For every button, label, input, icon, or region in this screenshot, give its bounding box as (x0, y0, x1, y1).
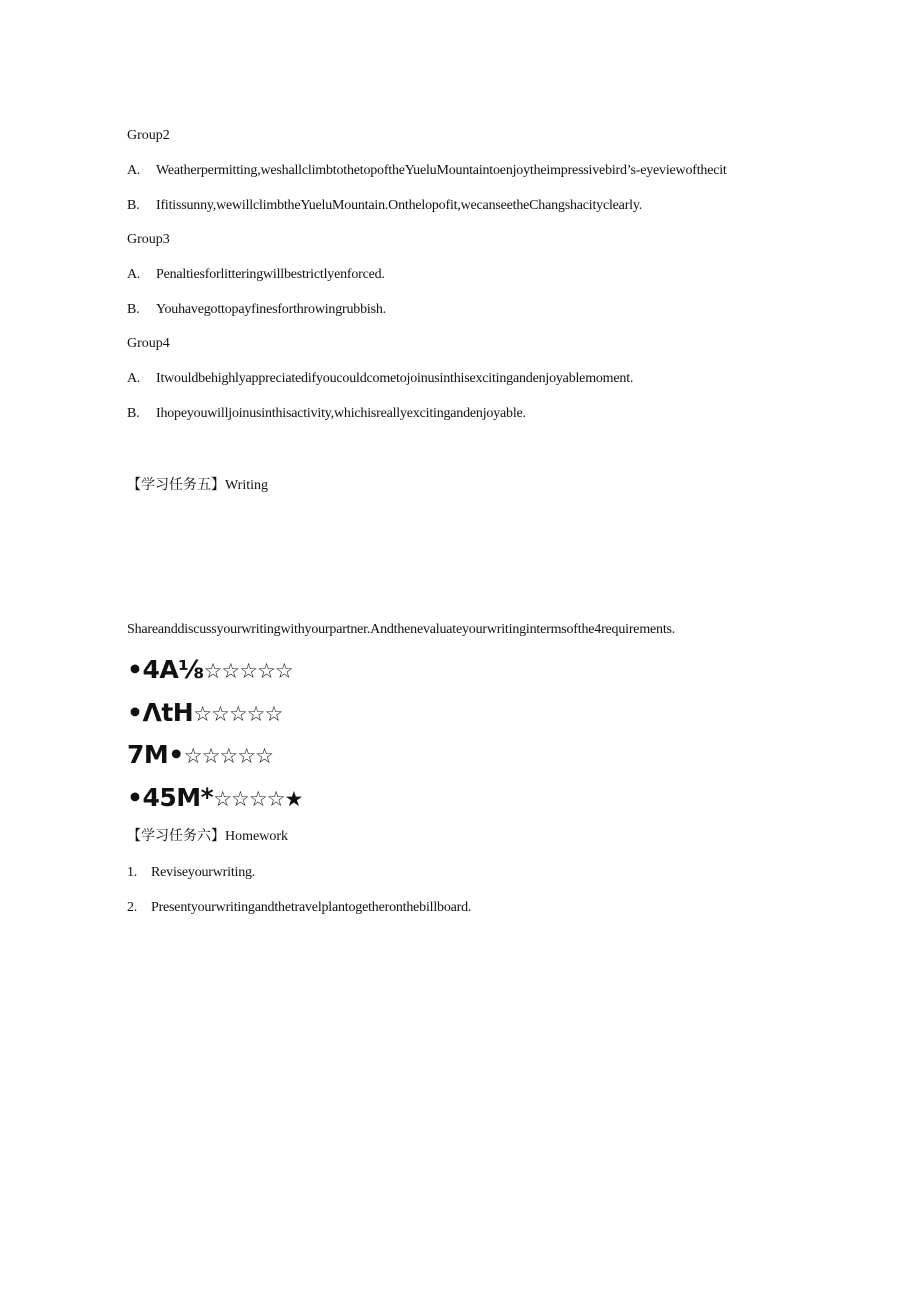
group-title: Group3 (127, 232, 170, 247)
task5-heading: 【学习任务五】Writing (127, 478, 268, 493)
star-rating-icon: ☆☆☆☆☆ (203, 659, 293, 683)
option-item (127, 370, 633, 388)
option-item (127, 405, 526, 423)
homework-text: Reviseyourwriting. (151, 865, 256, 880)
rating-row (127, 740, 273, 774)
option-letter: A. (127, 371, 141, 386)
star-rating-icon: ☆☆☆☆★ (213, 787, 303, 811)
option-item (127, 197, 642, 215)
option-item (127, 266, 385, 284)
option-text: Penaltiesforlitteringwillbestrictlyenforced. (156, 267, 385, 282)
rating-row (127, 655, 293, 689)
rating-row (127, 783, 302, 817)
homework-text: Presentyourwritingandthetravelplantogetheronthebillboard. (151, 900, 472, 915)
option-letter: A. (127, 267, 141, 282)
rating-label: •4A⅛ (127, 655, 204, 684)
option-text: Itwouldbehighlyappreciatedifyoucouldcometojoinusinthisexcitingandenjoyablemoment. (156, 371, 634, 386)
option-text: Weatherpermitting,weshallclimbtothetopoftheYueluMountaintoenjoytheimpressivebird’s-eyeviewofthecit (156, 163, 727, 178)
star-rating-icon: ☆☆☆☆☆ (183, 744, 273, 768)
option-letter: B. (127, 406, 140, 421)
rating-label: 7M• (127, 740, 184, 769)
group-title: Group4 (127, 336, 170, 351)
option-letter: B. (127, 302, 140, 317)
task5-instruction: Shareanddiscussyourwritingwithyourpartner.Andthenevaluateyourwritingintermsofthe4requirements. (127, 622, 676, 637)
homework-number: 1. (127, 865, 138, 880)
option-letter: B. (127, 198, 140, 213)
rating-row (127, 698, 282, 732)
task6-heading: 【学习任务六】Homework (127, 829, 288, 844)
homework-item (127, 899, 471, 917)
option-item (127, 162, 727, 180)
option-text: Ifitissunny,wewillclimbtheYueluMountain.Onthelopofit,wecanseetheChangshacityclearly. (156, 198, 643, 213)
homework-item (127, 864, 255, 882)
option-item (127, 301, 386, 319)
homework-number: 2. (127, 900, 138, 915)
group-title: Group2 (127, 128, 170, 143)
option-letter: A. (127, 163, 141, 178)
rating-label: •ΛtH (127, 698, 194, 727)
option-text: Ihopeyouwilljoinusinthisactivity,whichisreallyexcitingandenjoyable. (156, 406, 526, 421)
star-rating-icon: ☆☆☆☆☆ (193, 702, 283, 726)
rating-label: •45M* (127, 783, 214, 812)
option-text: Youhavegottopayfinesforthrowingrubbish. (156, 302, 386, 317)
